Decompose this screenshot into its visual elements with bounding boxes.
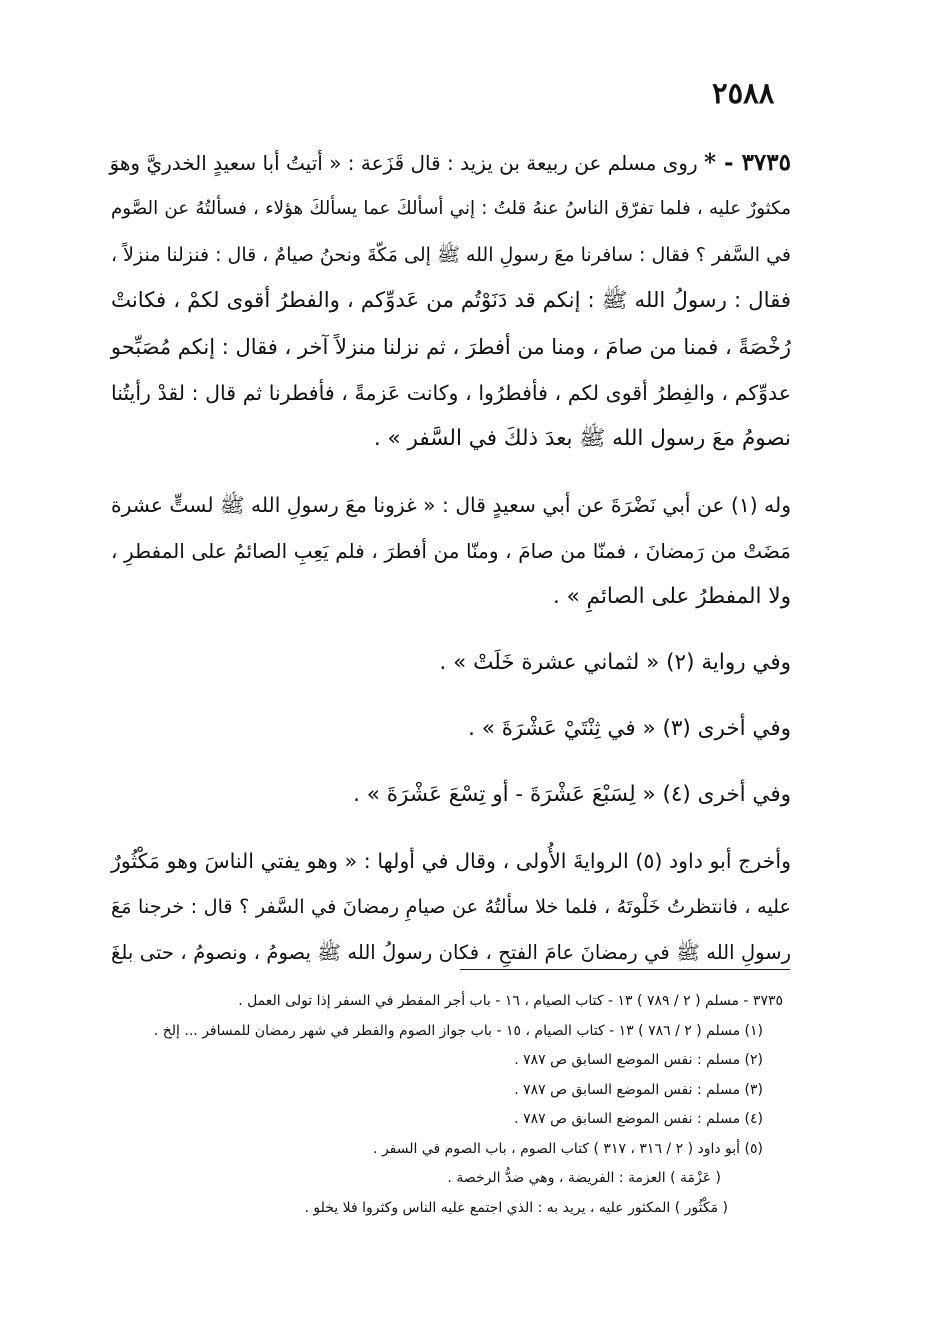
page-number: ٢٥٨٨ [712,76,775,110]
hadith-line-4: فقال : رسولُ الله ﷺ : إنكم قد دَنَوْتُم من عَدوِّكم ، والفطرُ أقوى لكمْ ، فكانتْ [111,288,791,313]
footnote-5: (٥) أبو داود ( ٢ / ٣١٦ ، ٣١٧ ) كتاب الصوم ، باب الصوم في السفر . [373,1140,763,1157]
hadith-number: ٣٧٣٥ - * [703,149,791,176]
footnote-main: ٣٧٣٥ - مسلم ( ٢ / ٧٨٩ ) ١٣ - كتاب الصيام ، ١٦ - باب أجر المفطر في السفر إذا تولى العمل . [238,993,783,1009]
main-text [111,140,791,976]
narration-5-line-1: وأخرج أبو داود (٥) الروايةَ الأُولى ، وقال في أولها : « وهو يفتي الناسَ وهو مَكْثُورٌ [111,849,791,873]
hadith-line-2: مكثورٌ عليه ، فلما تفرّق الناسُ عنهُ قلتُ : إني أسألكَ عما يسألكَ هؤلاء ، فسألتُهُ عن الصَّوم [111,198,791,219]
footnote-4: (٤) مسلم : نفس الموضع السابق ص ٧٨٧ . [514,1111,763,1127]
hadith-line-1-text: روى مسلم عن ربيعة بن يزيد : قال قَزَعة : « أتيتُ أبا سعيدٍ الخدريَّ وهوَ [109,151,698,175]
footnote-1: (١) مسلم ( ٢ / ٧٨٦ ) ١٣ - كتاب الصيام ، ١٥ - باب جواز الصوم والفطر في شهر رمضان للمسافر ... إلخ . [153,1022,763,1039]
hadith-line-6: عدوِّكم ، والفِطرُ أقوى لكم ، فأفطرُوا ، وكانت عَزمةً ، فأفطرنا ثم قال : لقدْ رأيتُنا [111,381,791,405]
footnote-3: (٣) مسلم : نفس الموضع السابق ص ٧٨٧ . [514,1081,763,1098]
narration-1-line-3: ولا المفطرُ على الصائمِ » . [552,584,791,609]
narration-5-line-3: رسولِ الله ﷺ في رمضانَ عامَ الفتحِ ، فكان رسولُ الله ﷺ يصومُ ، ونصومُ ، حتى بلغَ [111,941,791,964]
footnote-separator [460,969,790,970]
hadith-line-3: في السَّفر ؟ فقال : سافرنا معَ رسولِ الله ﷺ إلى مَكّةَ ونحنُ صيامٌ ، قال : فنزلنا منزلاً ، [111,244,791,266]
glossary-azma: ( عَزْمَة ) العزمة : الفريضة ، وهي ضدُّ الرخصة . [447,1170,721,1186]
narration-1-line-1: وله (١) عن أبي نَضْرَةَ عن أبي سعيدٍ قال : « غزونا معَ رسولِ الله ﷺ لستٍّ عشرة [111,493,791,517]
variant-3: وفي أخرى (٣) « في ثِنْتَيْ عَشْرَةَ » . [468,716,791,741]
variant-2: وفي رواية (٢) « لثماني عشرة خَلَتْ » . [439,650,791,675]
narration-5-line-2: عليه ، فانتظرتُ خَلْوتَهُ ، فلما خلا سألتُهُ عن صيامِ رمضانَ في السَّفر ؟ قال : خرجنا مَعَ [111,895,791,918]
narration-1-line-2: مَضَتْ من رَمضانَ ، فمنّا من صامَ ، ومنّا من أفطرَ ، فلم يَعِبِ الصائمُ على المفطرِ ، [111,539,791,563]
hadith-line-5: رُخْصَةً ، فمنا من صامَ ، ومنا من أفطرَ ، ثم نزلنا منزلاً آخر ، فقال : إنكم مُصَبِّحو [110,335,791,359]
hadith-line-1 [111,140,791,186]
variant-4: وفي أخرى (٤) « لِسَبْعَ عَشْرَةَ - أو تِسْعَ عَشْرَةَ » . [353,782,791,807]
glossary-makthur: ( مَكْثُور ) المكثور عليه ، يريد به : الذي اجتمع عليه الناس وكثروا فلا يخلو . [304,1199,728,1216]
hadith-line-7: نصومُ معَ رسول الله ﷺ بعدَ ذلكَ في السَّفر » . [373,426,791,451]
footnote-2: (٢) مسلم : نفس الموضع السابق ص ٧٨٧ . [514,1052,763,1068]
footnotes [133,987,783,1223]
